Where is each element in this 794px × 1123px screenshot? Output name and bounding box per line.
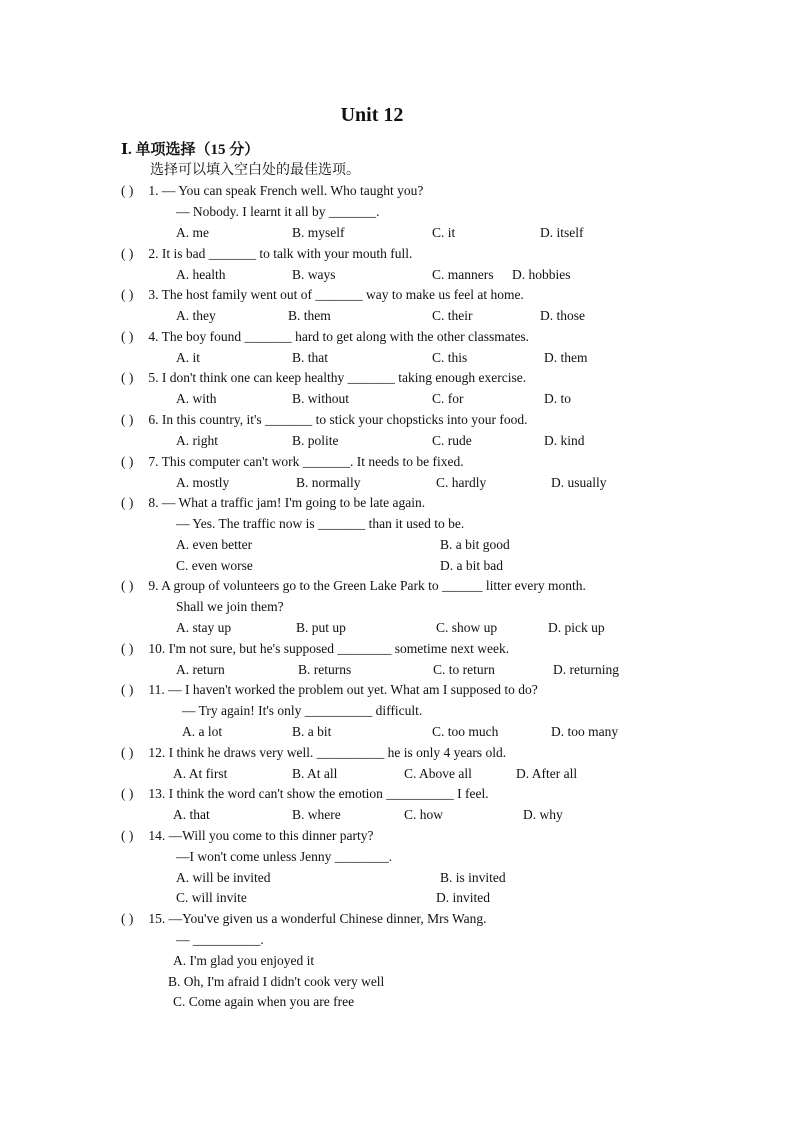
q11-option-a[interactable]: A. a lot [182,724,223,739]
q6-option-a[interactable]: A. right [176,433,218,448]
q9-option-d[interactable]: D. pick up [548,620,605,635]
page-title: Unit 12 [340,104,404,126]
section-heading: Ⅰ. 单项选择（15 分） [121,142,260,158]
q12-option-a[interactable]: A. At first [173,766,228,781]
q9-option-c[interactable]: C. show up [436,620,498,635]
q13-option-c[interactable]: C. how [404,807,444,822]
q14-option-b[interactable]: B. is invited [440,870,506,885]
q15-option-b[interactable]: B. Oh, I'm afraid I didn't cook very well [168,974,385,989]
q10-option-d[interactable]: D. returning [553,662,619,677]
q12-option-b[interactable]: B. At all [292,766,338,781]
question-3: ( ) 3. The host family went out of _______ way to make us feel at home. [121,287,524,302]
question-8: ( ) 8. — What a traffic jam! I'm going to be late again. [121,495,426,510]
q7-option-a[interactable]: A. mostly [176,475,230,490]
q3-option-c[interactable]: C. their [432,308,473,323]
q2-option-d[interactable]: D. hobbies [512,267,571,282]
q5-option-b[interactable]: B. without [292,391,350,406]
question-7: ( ) 7. This computer can't work _______. It needs to be fixed. [121,454,464,469]
q3-option-d[interactable]: D. those [540,308,585,323]
q12-option-c[interactable]: C. Above all [404,766,472,781]
question-14-line-2: —I won't come unless Jenny ________. [176,849,393,864]
q14-option-c[interactable]: C. will invite [176,890,247,905]
q1-option-a[interactable]: A. me [176,225,209,240]
q10-option-b[interactable]: B. returns [298,662,352,677]
q4-option-d[interactable]: D. them [544,350,588,365]
q5-option-d[interactable]: D. to [544,391,571,406]
q9-option-a[interactable]: A. stay up [176,620,232,635]
question-11-line-2: — Try again! It's only __________ difficult. [182,703,423,718]
q7-option-c[interactable]: C. hardly [436,475,487,490]
q15-option-a[interactable]: A. I'm glad you enjoyed it [173,953,315,968]
q13-option-a[interactable]: A. that [173,807,210,822]
q7-option-d[interactable]: D. usually [551,475,607,490]
q4-option-a[interactable]: A. it [176,350,201,365]
q1-option-d[interactable]: D. itself [540,225,584,240]
q6-option-b[interactable]: B. polite [292,433,339,448]
question-9-line-2: Shall we join them? [176,599,284,614]
q8-option-c[interactable]: C. even worse [176,558,253,573]
q1-option-c[interactable]: C. it [432,225,456,240]
q8-option-a[interactable]: A. even better [176,537,253,552]
q12-option-d[interactable]: D. After all [516,766,578,781]
question-5: ( ) 5. I don't think one can keep healthy _______ taking enough exercise. [121,370,527,385]
q14-option-a[interactable]: A. will be invited [176,870,271,885]
section-instruction: 选择可以填入空白处的最佳选项。 [150,163,360,178]
q8-option-d[interactable]: D. a bit bad [440,558,503,573]
q9-option-b[interactable]: B. put up [296,620,346,635]
question-10: ( ) 10. I'm not sure, but he's supposed ________ sometime next week. [121,641,510,656]
q13-option-d[interactable]: D. why [523,807,563,822]
question-1: ( ) 1. — You can speak French well. Who taught you? [121,183,424,198]
q2-option-b[interactable]: B. ways [292,267,336,282]
q15-option-c[interactable]: C. Come again when you are free [173,994,355,1009]
question-9: ( ) 9. A group of volunteers go to the Green Lake Park to ______ litter every month. [121,578,586,593]
q2-option-a[interactable]: A. health [176,267,226,282]
question-14: ( ) 14. —Will you come to this dinner party? [121,828,374,843]
question-1-line-2: — Nobody. I learnt it all by _______. [176,204,380,219]
q6-option-c[interactable]: C. rude [432,433,472,448]
question-15: ( ) 15. —You've given us a wonderful Chinese dinner, Mrs Wang. [121,911,487,926]
q6-option-d[interactable]: D. kind [544,433,585,448]
q2-option-c[interactable]: C. manners [432,267,494,282]
q10-option-c[interactable]: C. to return [433,662,495,677]
q4-option-c[interactable]: C. this [432,350,468,365]
question-13: ( ) 13. I think the word can't show the emotion __________ I feel. [121,786,489,801]
q11-option-c[interactable]: C. too much [432,724,499,739]
q3-option-b[interactable]: B. them [288,308,331,323]
q7-option-b[interactable]: B. normally [296,475,361,490]
q5-option-a[interactable]: A. with [176,391,217,406]
q14-option-d[interactable]: D. invited [436,890,490,905]
question-12: ( ) 12. I think he draws very well. __________ he is only 4 years old. [121,745,507,760]
question-11: ( ) 11. — I haven't worked the problem out yet. What am I supposed to do? [121,682,538,697]
q1-option-b[interactable]: B. myself [292,225,345,240]
question-4: ( ) 4. The boy found _______ hard to get along with the other classmates. [121,329,530,344]
question-15-line-2: — __________. [176,932,264,947]
q3-option-a[interactable]: A. they [176,308,216,323]
q13-option-b[interactable]: B. where [292,807,341,822]
q4-option-b[interactable]: B. that [292,350,328,365]
question-6: ( ) 6. In this country, it's _______ to stick your chopsticks into your food. [121,412,528,427]
q8-option-b[interactable]: B. a bit good [440,537,510,552]
question-8-line-2: — Yes. The traffic now is _______ than it used to be. [176,516,465,531]
question-2: ( ) 2. It is bad _______ to talk with your mouth full. [121,246,413,261]
q10-option-a[interactable]: A. return [176,662,225,677]
q11-option-b[interactable]: B. a bit [292,724,332,739]
q5-option-c[interactable]: C. for [432,391,464,406]
q11-option-d[interactable]: D. too many [551,724,619,739]
